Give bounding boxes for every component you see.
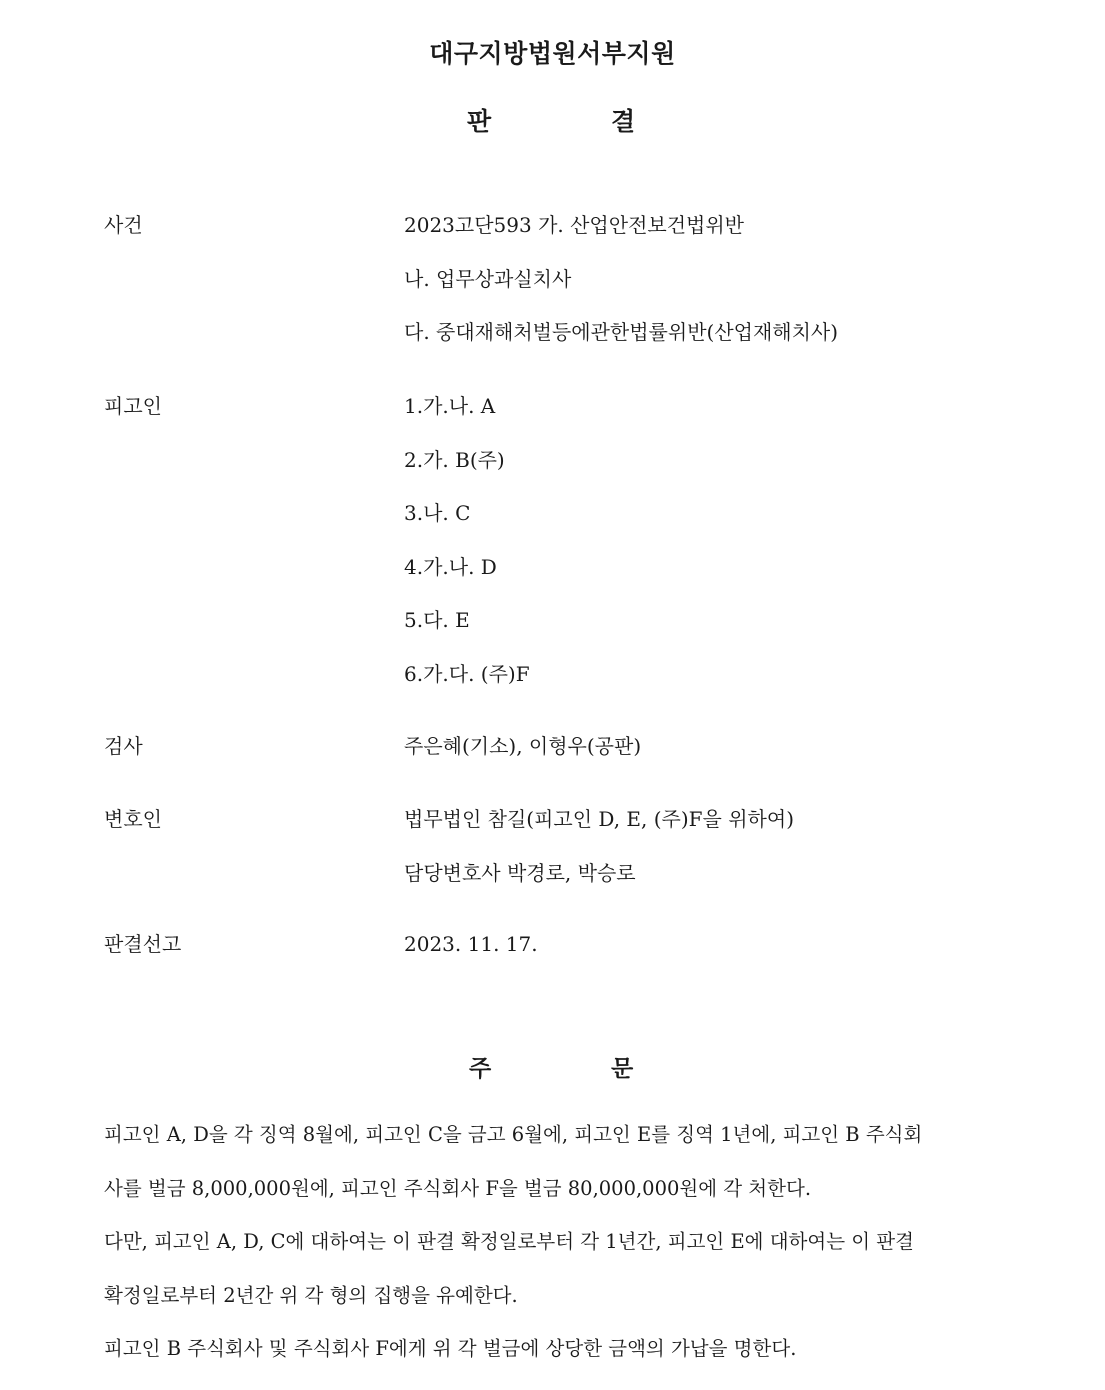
defendant-item: 1.가.나. A (404, 394, 496, 418)
sentencing-date-values (404, 929, 1044, 983)
defendant-item: 5.다. E (404, 608, 470, 633)
case-value: 2023고단593 가. 산업안전보건법위반 (404, 213, 744, 237)
document-title-char-1: 판 (467, 107, 492, 136)
case-label: 사건 (104, 213, 143, 237)
defendant-item: 3.나. C (404, 501, 471, 526)
section-title-char-1: 주 (469, 1056, 492, 1082)
order-line: 확정일로부터 2년간 위 각 형의 집행을 유예한다. (104, 1283, 518, 1307)
order-line: 피고인 A, D을 각 징역 8월에, 피고인 C을 금고 6월에, 피고인 E를 징역 1년에, 피고인 B 주식회 (104, 1123, 923, 1146)
prosecutor-label: 검사 (104, 734, 143, 758)
order-body (104, 1120, 1004, 1388)
counsel-values (404, 804, 1044, 911)
case-value: 다. 중대재해처벌등에관한법률위반(산업재해치사) (404, 320, 839, 345)
order-line: 다만, 피고인 A, D, C에 대하여는 이 판결 확정일로부터 각 1년간, 피고인 E에 대하여는 이 판결 (104, 1230, 914, 1254)
document-title-char-2: 결 (611, 107, 636, 136)
sentencing-date-label: 판결선고 (104, 932, 182, 956)
defendant-item: 6.가.다. (주)F (404, 661, 530, 686)
court-name: 대구지방법원서부지원 (429, 39, 676, 68)
document-title (0, 102, 1105, 142)
prosecutor-value: 주은혜(기소), 이형우(공판) (404, 734, 642, 758)
sentencing-date-value: 2023. 11. 17. (404, 932, 538, 956)
counsel-value: 법무법인 참길(피고인 D, E, (주)F을 위하여) (404, 807, 794, 831)
counsel-label: 변호인 (104, 807, 162, 831)
defendant-item: 2.가. B(주) (404, 447, 505, 472)
prosecutor-values (404, 731, 1044, 785)
case-values (404, 210, 1044, 371)
defendants-values (404, 391, 1044, 713)
counsel-value: 담당변호사 박경로, 박승로 (404, 860, 636, 885)
section-title-order (0, 1050, 1105, 1090)
section-title-char-2: 문 (611, 1056, 634, 1082)
defendant-item: 4.가.나. D (404, 554, 497, 579)
order-line: 사를 벌금 8,000,000원에, 피고인 주식회사 F을 벌금 80,000,000원에 각 처한다. (104, 1176, 812, 1200)
defendants-label: 피고인 (104, 394, 162, 418)
order-line: 피고인 B 주식회사 및 주식회사 F에게 위 각 벌금에 상당한 금액의 가납을 명한다. (104, 1337, 797, 1361)
case-value: 나. 업무상과실치사 (404, 266, 572, 291)
